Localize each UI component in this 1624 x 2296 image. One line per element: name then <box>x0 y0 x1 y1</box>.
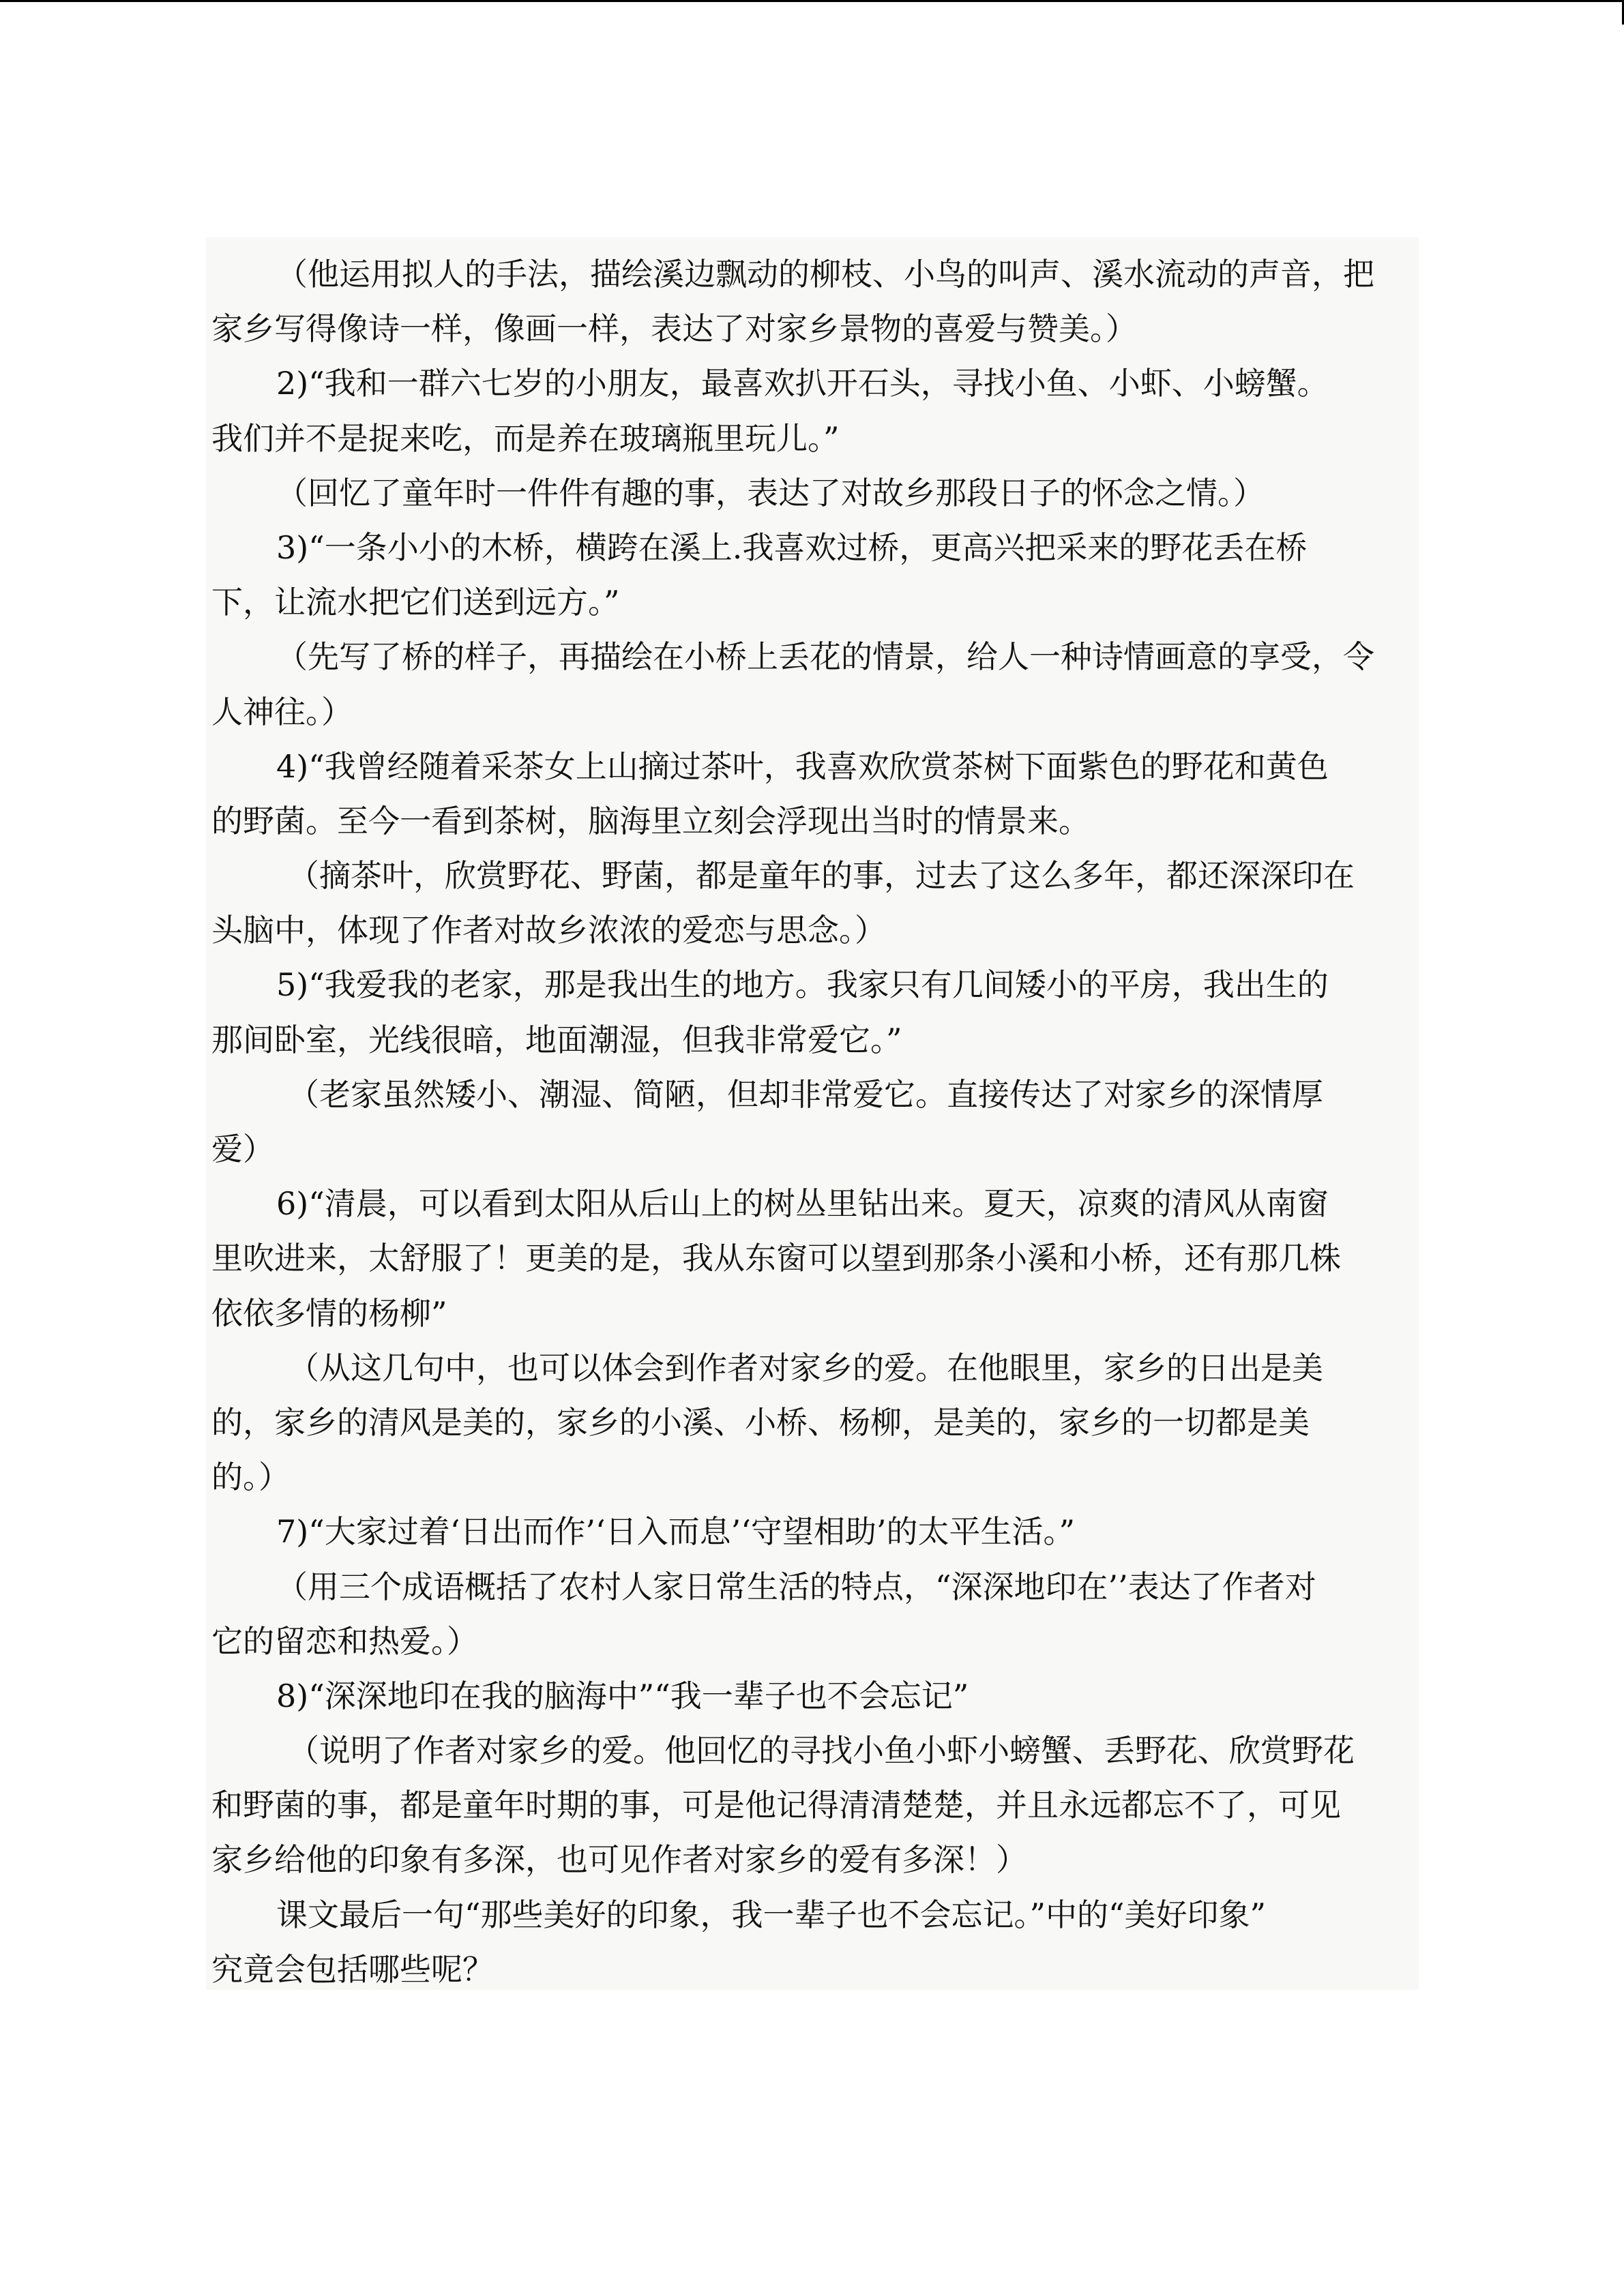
text-line: 8)“深深地印在我的脑海中”“我一辈子也不会忘记” <box>276 1677 969 1714</box>
text-line: 它的留恋和热爱。） <box>211 1622 478 1660</box>
text-line: 的，家乡的清风是美的，家乡的小溪、小桥、杨柳，是美的，家乡的一切都是美 <box>211 1403 1310 1441</box>
text-line: 我们并不是捉来吃，而是养在玻璃瓶里玩儿。” <box>211 419 840 457</box>
text-line: （先写了桥的样子，再描绘在小桥上丢花的情景，给人一种诗情画意的享受，令 <box>276 638 1374 676</box>
top-border-line <box>0 0 1624 2</box>
text-line: （他运用拟人的手法，描绘溪边飘动的柳枝、小鸟的叫声、溪水流动的声音，把 <box>276 256 1374 293</box>
text-line: （用三个成语概括了农村人家日常生活的特点，“深深地印在’’表达了作者对 <box>276 1568 1316 1605</box>
text-line: 里吹进来，太舒服了！更美的是，我从东窗可以望到那条小溪和小桥，还有那几株 <box>211 1240 1341 1277</box>
text-line: 究竟会包括哪些呢？ <box>211 1950 494 1988</box>
text-line: 人神往。） <box>211 693 353 730</box>
text-line: （说明了作者对家乡的爱。他回忆的寻找小鱼小虾小螃蟹、丢野花、欣赏野花 <box>288 1732 1355 1770</box>
text-line: 下，让流水把它们送到远方。” <box>211 584 620 621</box>
text-line: （从这几句中，也可以体会到作者对家乡的爱。在他眼里，家乡的日出是美 <box>288 1349 1323 1386</box>
text-line: 头脑中，体现了作者对故乡浓浓的爱恋与思念。） <box>211 912 886 949</box>
text-line: 家乡给他的印象有多深，也可见作者对家乡的爱有多深！） <box>211 1841 1027 1879</box>
text-line: 和野菌的事，都是童年时期的事，可是他记得清清楚楚，并且永远都忘不了，可见 <box>211 1787 1341 1824</box>
text-line: 6)“清晨，可以看到太阳从后山上的树丛里钻出来。夏天，凉爽的清风从南窗 <box>276 1185 1329 1223</box>
text-line: 5)“我爱我的老家，那是我出生的地方。我家只有几间矮小的平房，我出生的 <box>276 966 1329 1004</box>
text-line: 的。） <box>211 1459 290 1496</box>
text-line: （老家虽然矮小、潮湿、简陋，但却非常爱它。直接传达了对家乡的深情厚 <box>288 1075 1323 1113</box>
text-line: 依依多情的杨柳” <box>211 1294 447 1332</box>
text-line: （摘茶叶，欣赏野花、野菌，都是童年的事，过去了这么多年，都还深深印在 <box>288 857 1355 895</box>
text-line: 2)“我和一群六七岁的小朋友，最喜欢扒开石头，寻找小鱼、小虾、小螃蟹。 <box>276 365 1329 402</box>
document-body <box>206 237 1419 1990</box>
text-line: 家乡写得像诗一样，像画一样，表达了对家乡景物的喜爱与赞美。） <box>211 310 1137 348</box>
text-line: 爱） <box>211 1131 274 1167</box>
document-text <box>211 247 1413 1997</box>
text-line: 4)“我曾经随着采茶女上山摘过茶叶，我喜欢欣赏茶树下面紫色的野花和黄色 <box>276 747 1329 785</box>
text-line: 3)“一条小小的木桥，横跨在溪上.我喜欢过桥，更高兴把采来的野花丢在桥 <box>276 528 1308 566</box>
text-line: 的野菌。至今一看到茶树，脑海里立刻会浮现出当时的情景来。 <box>211 802 1090 839</box>
text-line: 7)“大家过着‘日出而作’‘日入而息’‘守望相助’的太平生活。” <box>276 1513 1075 1551</box>
text-line: 那间卧室，光线很暗，地面潮湿，但我非常爱它。” <box>211 1021 902 1058</box>
text-line: （回忆了童年时一件件有趣的事，表达了对故乡那段日子的怀念之情。） <box>276 474 1265 511</box>
text-line: 课文最后一句“那些美好的印象，我一辈子也不会忘记。”中的“美好印象” <box>276 1896 1267 1933</box>
